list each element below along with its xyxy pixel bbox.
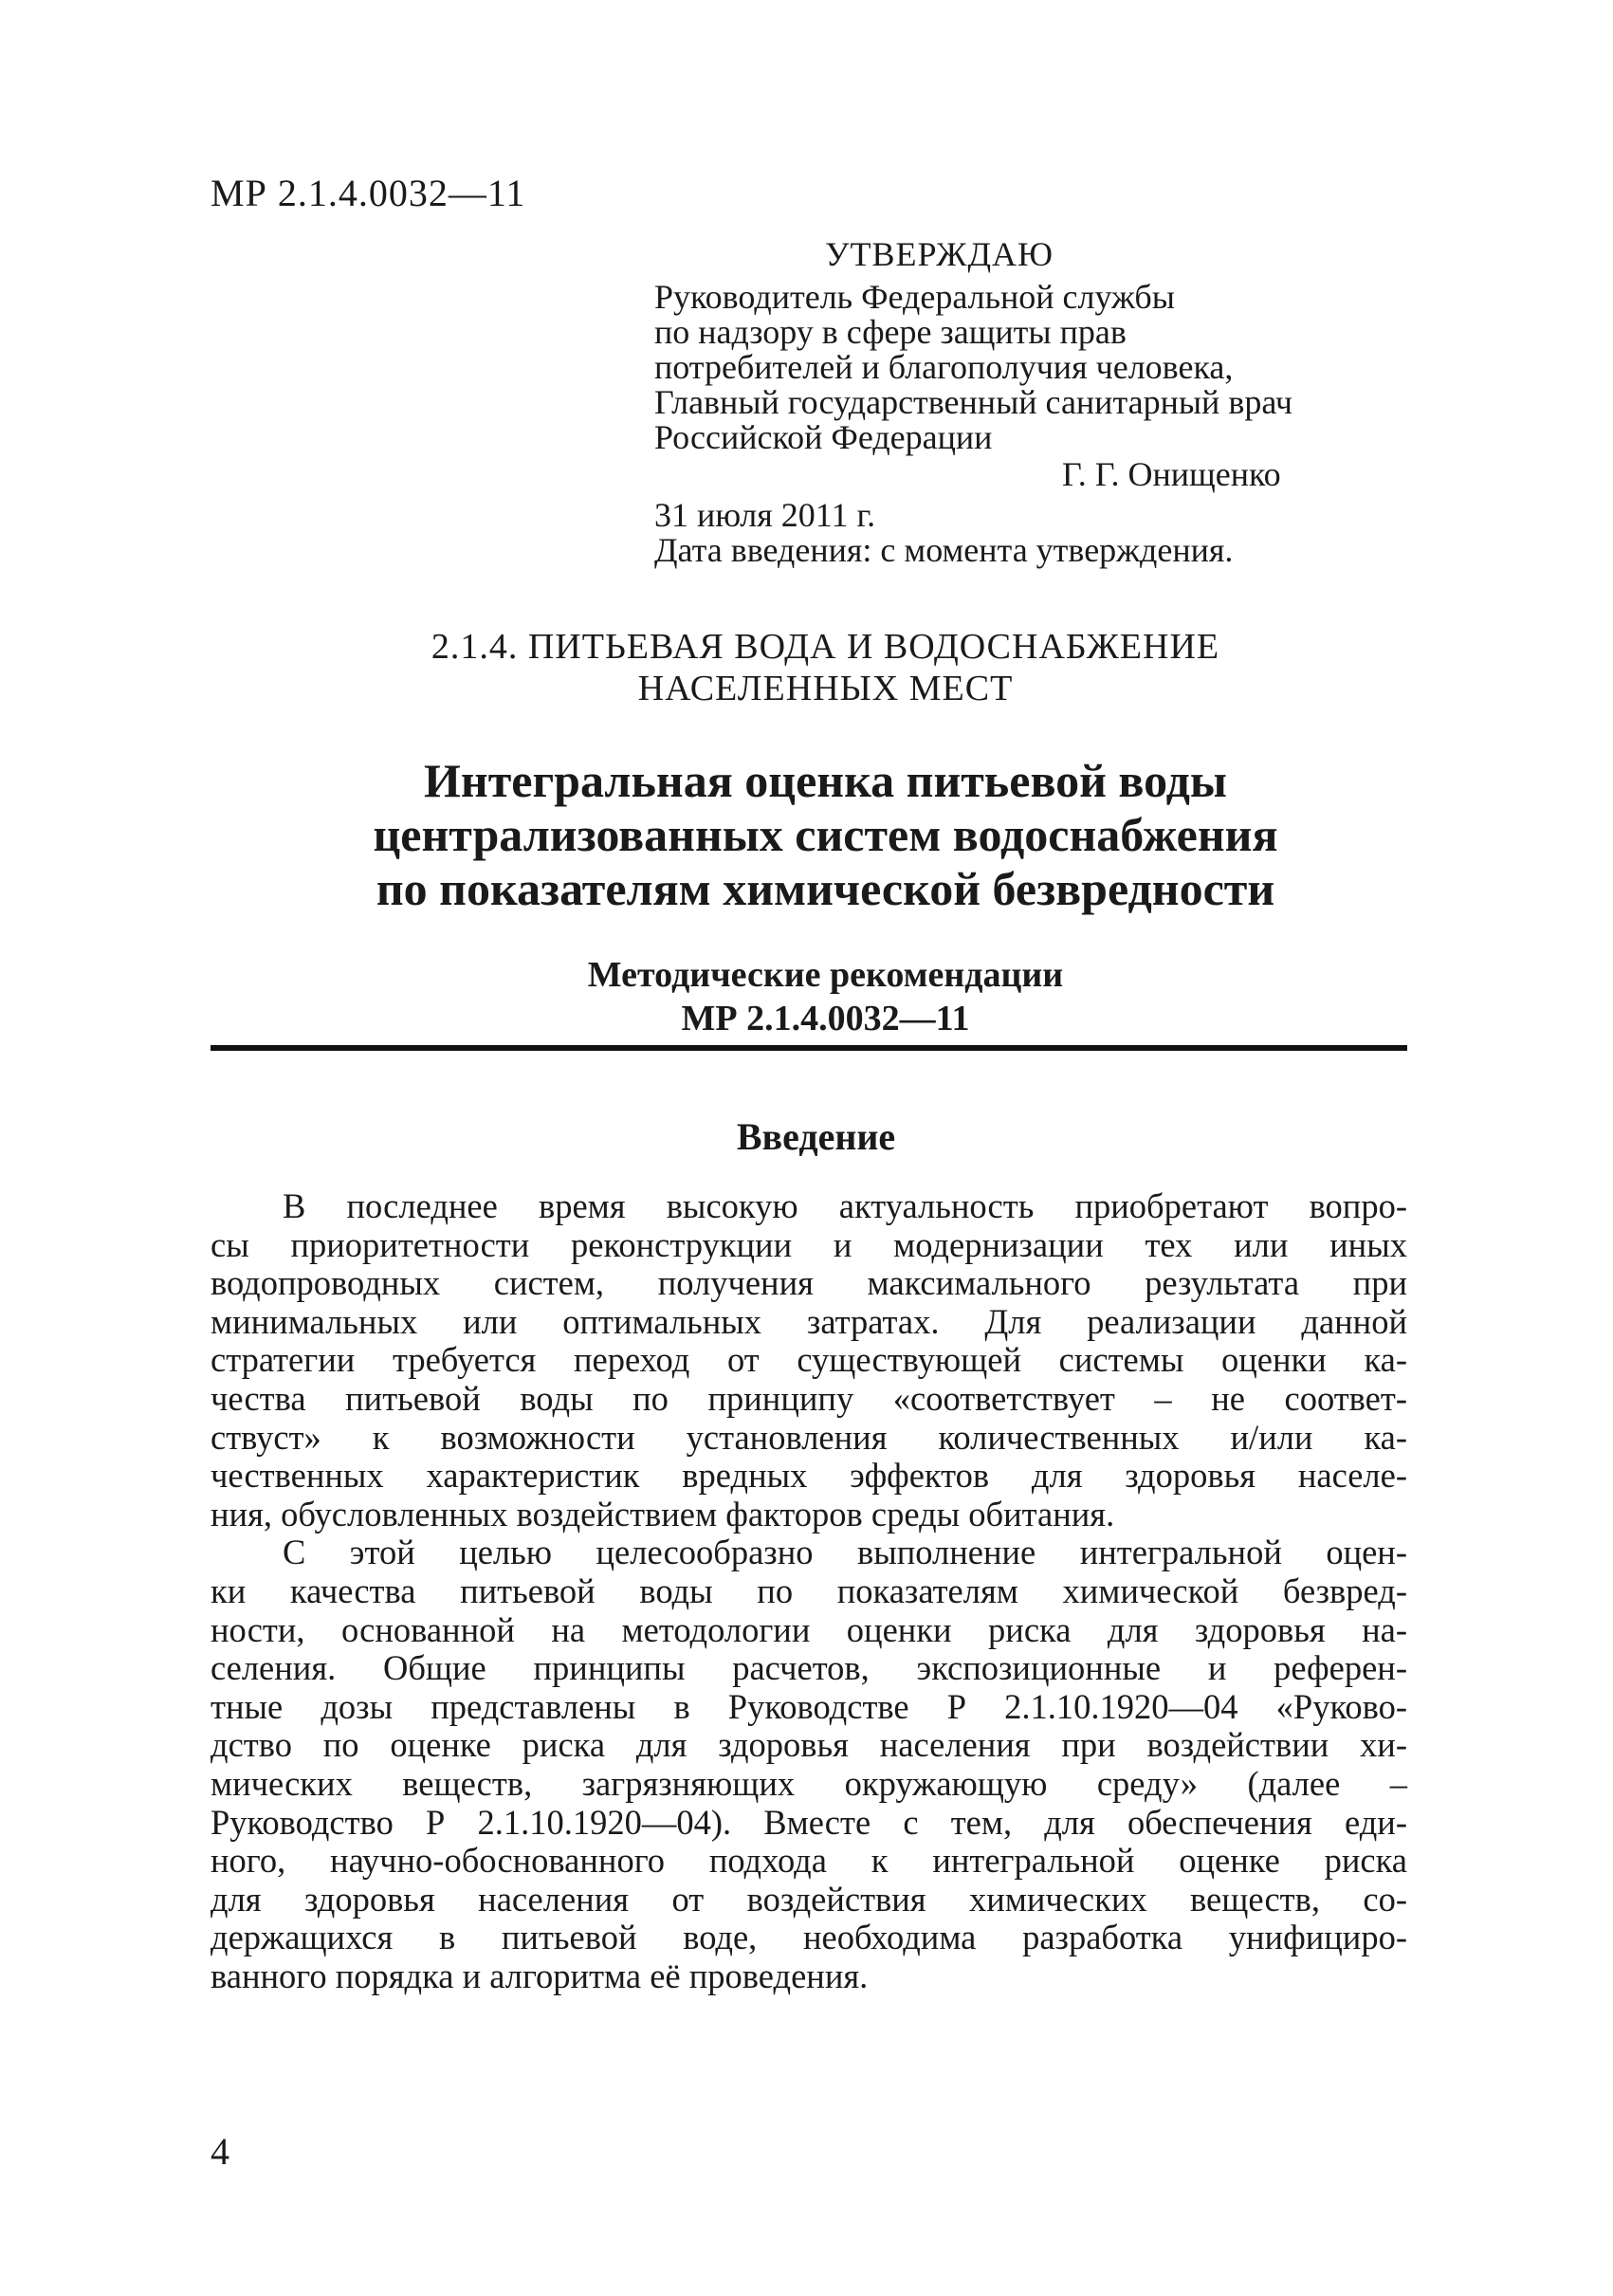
approval-block xyxy=(654,237,1394,568)
document-type-code: МР 2.1.4.0032—11 xyxy=(681,999,970,1038)
text-line: В последнее время высокую актуальность приобретают вопро- xyxy=(283,1186,1407,1225)
text-line: ния, обусловленных воздействием факторов среды обитания. xyxy=(211,1494,1115,1534)
approval-line: Российской Федерации xyxy=(654,418,993,456)
text-line: сы приоритетности реконструкции и модернизации тех или иных xyxy=(211,1224,1407,1264)
text-line: тные дозы представлены в Руководстве Р 2.1.10.1920—04 «Руково- xyxy=(211,1686,1407,1726)
document-title-line: централизованных систем водоснабжения xyxy=(373,808,1278,861)
text-line: селения. Общие принципы расчетов, экспозиционные и референ- xyxy=(211,1648,1407,1688)
text-line: Руководство Р 2.1.10.1920—04). Вместе с тем, для обеспечения еди- xyxy=(211,1802,1407,1842)
text-line: минимальных или оптимальных затратах. Для реализации данной xyxy=(211,1301,1407,1341)
text-line: для здоровья населения от воздействия химических веществ, со- xyxy=(211,1879,1407,1919)
text-line: ванного порядка и алгоритма её проведения. xyxy=(211,1956,869,1995)
text-line: С этой целью целесообразно выполнение интегральной оцен- xyxy=(283,1533,1407,1572)
approval-effective-date: Дата введения: с момента утверждения. xyxy=(654,531,1234,569)
section-heading xyxy=(0,626,1613,709)
approval-signatory: Г. Г. Онищенко xyxy=(1062,455,1281,493)
horizontal-rule xyxy=(211,1045,1407,1051)
text-line: чества питьевой воды по принципу «соответствует – не соответ- xyxy=(211,1378,1407,1418)
approval-line: потребителей и благополучия человека, xyxy=(654,348,1234,386)
document-title-line: по показателям химической безвредности xyxy=(376,862,1275,915)
document-title-line: Интегральная оценка питьевой воды xyxy=(424,754,1227,807)
text-line: держащихся в питьевой воде, необходима разработка унифициро- xyxy=(211,1918,1407,1957)
text-line: дство по оценке риска для здоровья населения при воздействии хи- xyxy=(211,1725,1407,1765)
text-line: ствуст» к возможности установления количественных и/или ка- xyxy=(211,1417,1407,1457)
text-line: мических веществ, загрязняющих окружающую среду» (далее – xyxy=(211,1763,1407,1803)
text-line: ного, научно-обоснованного подхода к интегральной оценке риска xyxy=(211,1841,1407,1881)
document-code-header: МР 2.1.4.0032—11 xyxy=(211,172,526,214)
intro-body xyxy=(211,1187,1407,1995)
approval-line: Руководитель Федеральной службы xyxy=(654,278,1175,316)
text-line: водопроводных систем, получения максимального результата при xyxy=(211,1263,1407,1303)
approval-line: Главный государственный санитарный врач xyxy=(654,383,1292,421)
page-number: 4 xyxy=(211,2130,229,2173)
intro-heading: Введение xyxy=(736,1115,896,1158)
text-line: чественных характеристик вредных эффектов для здоровья населе- xyxy=(211,1456,1407,1496)
approval-line: по надзору в сфере защиты прав xyxy=(654,313,1127,351)
document-title xyxy=(0,754,1613,916)
section-heading-line: 2.1.4. ПИТЬЕВАЯ ВОДА И ВОДОСНАБЖЕНИЕ xyxy=(431,627,1220,667)
document-type-kind: Методические рекомендации xyxy=(587,955,1064,995)
approval-title: УТВЕРЖДАЮ xyxy=(825,235,1054,273)
document-type xyxy=(0,953,1613,1040)
text-line: стратегии требуется переход от существующей системы оценки ка- xyxy=(211,1340,1407,1380)
approval-date: 31 июля 2011 г. xyxy=(654,496,876,534)
intro-paragraph-2 xyxy=(211,1534,1407,1995)
text-line: ки качества питьевой воды по показателям химической безвред- xyxy=(211,1570,1407,1610)
intro-paragraph-1 xyxy=(211,1187,1407,1534)
text-line: ности, основанной на методологии оценки риска для здоровья на- xyxy=(211,1609,1407,1649)
section-heading-line: НАСЕЛЕННЫХ МЕСТ xyxy=(637,669,1014,708)
